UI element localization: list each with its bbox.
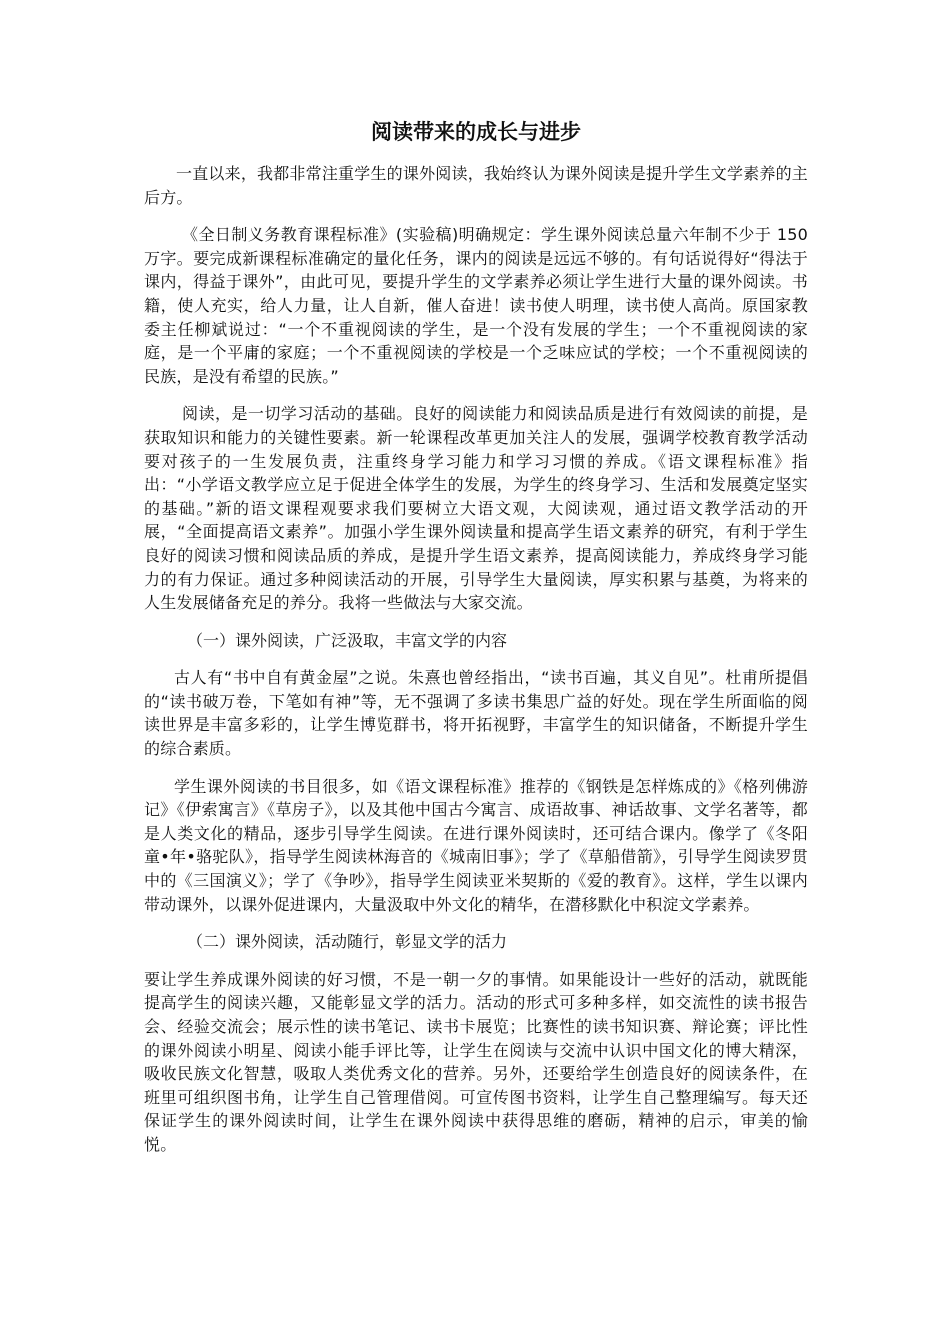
paragraph-text: 阅读，是一切学习活动的基础。良好的阅读能力和阅读品质是进行有效阅读的前提，是获取知识和能力的关键性要素。新一轮课程改革更加关注人的发展，强调学校教育教学活动要对孩子的一生发展负责，注重终身学习能力和学习习惯的养成。《语文课程标准》指出：“小学语文教学应立足于促进全体学生的发展，为学生的终身学习、生活和发展奠定坚实的基础。”新的语文课程观要求我们要树立大语文观，大阅读观，通过语文教学活动的开展，“全面提高语文素养”。加强小学生课外阅读量和提高学生语文素养的研究，有利于学生良好的阅读习惯和阅读品质的养成，是提升学生语文素养，提高阅读能力，养成终身学习能力的有力保证。通过多种阅读活动的开展，引导学生大量阅读，厚实积累与基奠，为将来的人生发展储备充足的养分。我将一些做法与大家交流。	[144, 404, 808, 613]
paragraph-booklist	[144, 775, 808, 917]
document-title: 阅读带来的成长与进步	[371, 120, 581, 144]
paragraph-text: 学生课外阅读的书目很多，如《语文课程标准》推荐的《钢铁是怎样炼成的》《格列佛游记》《伊索寓言》《草房子》，以及其他中国古今寓言、成语故事、神话故事、文学名著等，都是人类文化的精品，逐步引导学生阅读。在进行课外阅读时，还可结合课内。像学了《冬阳童•年•骆驼队》，指导学生阅读林海音的《城南旧事》；学了《草船借箭》，引导学生阅读罗贯中的《三国演义》；学了《争吵》，指导学生阅读亚米契斯的《爱的教育》。这样，学生以课内带动课外，以课外促进课内，大量汲取中外文化的精华，在潜移默化中积淀文学素养。	[144, 776, 808, 914]
paragraph-intro	[144, 162, 808, 209]
paragraph-activities	[144, 968, 808, 1157]
paragraph-text: 一直以来，我都非常注重学生的课外阅读，我始终认为课外阅读是提升学生文学素养的主后方。	[144, 164, 808, 207]
paragraph-text: 《全日制义务教育课程标准》(实验稿)明确规定：学生课外阅读总量六年制不少于 150 万字。要完成新课程标准确定的量化任务，课内的阅读是远远不够的。有句话说得好“得法于课内，得益于课外”，由此可见，要提升学生的文学素养必须让学生进行大量的课外阅读。书籍，使人充实，给人力量，让人自新，催人奋进！读书使人明理，读书使人高尚。原国家教委主任柳斌说过：“一个不重视阅读的学生，是一个没有发展的学生；一个不重视阅读的家庭，是一个平庸的家庭；一个不重视阅读的学校是一个乏味应试的学校；一个不重视阅读的民族，是没有希望的民族。”	[144, 225, 808, 386]
paragraph-ancients	[144, 666, 808, 760]
document-page	[144, 116, 808, 1171]
paragraph-curriculum-standard	[144, 223, 808, 388]
paragraph-text: 要让学生养成课外阅读的好习惯，不是一朝一夕的事情。如果能设计一些好的活动，就既能提高学生的阅读兴趣，又能彰显文学的活力。活动的形式可多种多样，如交流性的读书报告会、经验交流会；展示性的读书笔记、读书卡展览；比赛性的读书知识赛、辩论赛；评比性的课外阅读小明星、阅读小能手评比等，让学生在阅读与交流中认识中国文化的博大精深，吸收民族文化智慧，吸取人类优秀文化的营养。另外，还要给学生创造良好的阅读条件，在班里可组织图书角，让学生自己管理借阅。可宣传图书资料，让学生自己整理编写。每天还保证学生的课外阅读时间，让学生在课外阅读中获得思维的磨砺，精神的启示，审美的愉悦。	[144, 969, 808, 1154]
paragraph-text: 古人有“书中自有黄金屋”之说。朱熹也曾经指出，“读书百遍，其义自见”。杜甫所提倡的“读书破万卷，下笔如有神”等，无不强调了多读书集思广益的好处。现在学生所面临的阅读世界是丰富多彩的，让学生博览群书，将开拓视野，丰富学生的知识储备，不断提升学生的综合素质。	[144, 668, 808, 759]
section-heading-2: （二）课外阅读，活动随行，彰显文学的活力	[187, 932, 508, 952]
paragraph-reading-foundation	[144, 402, 808, 614]
section-heading-1: （一）课外阅读，广泛汲取，丰富文学的内容	[187, 630, 508, 650]
